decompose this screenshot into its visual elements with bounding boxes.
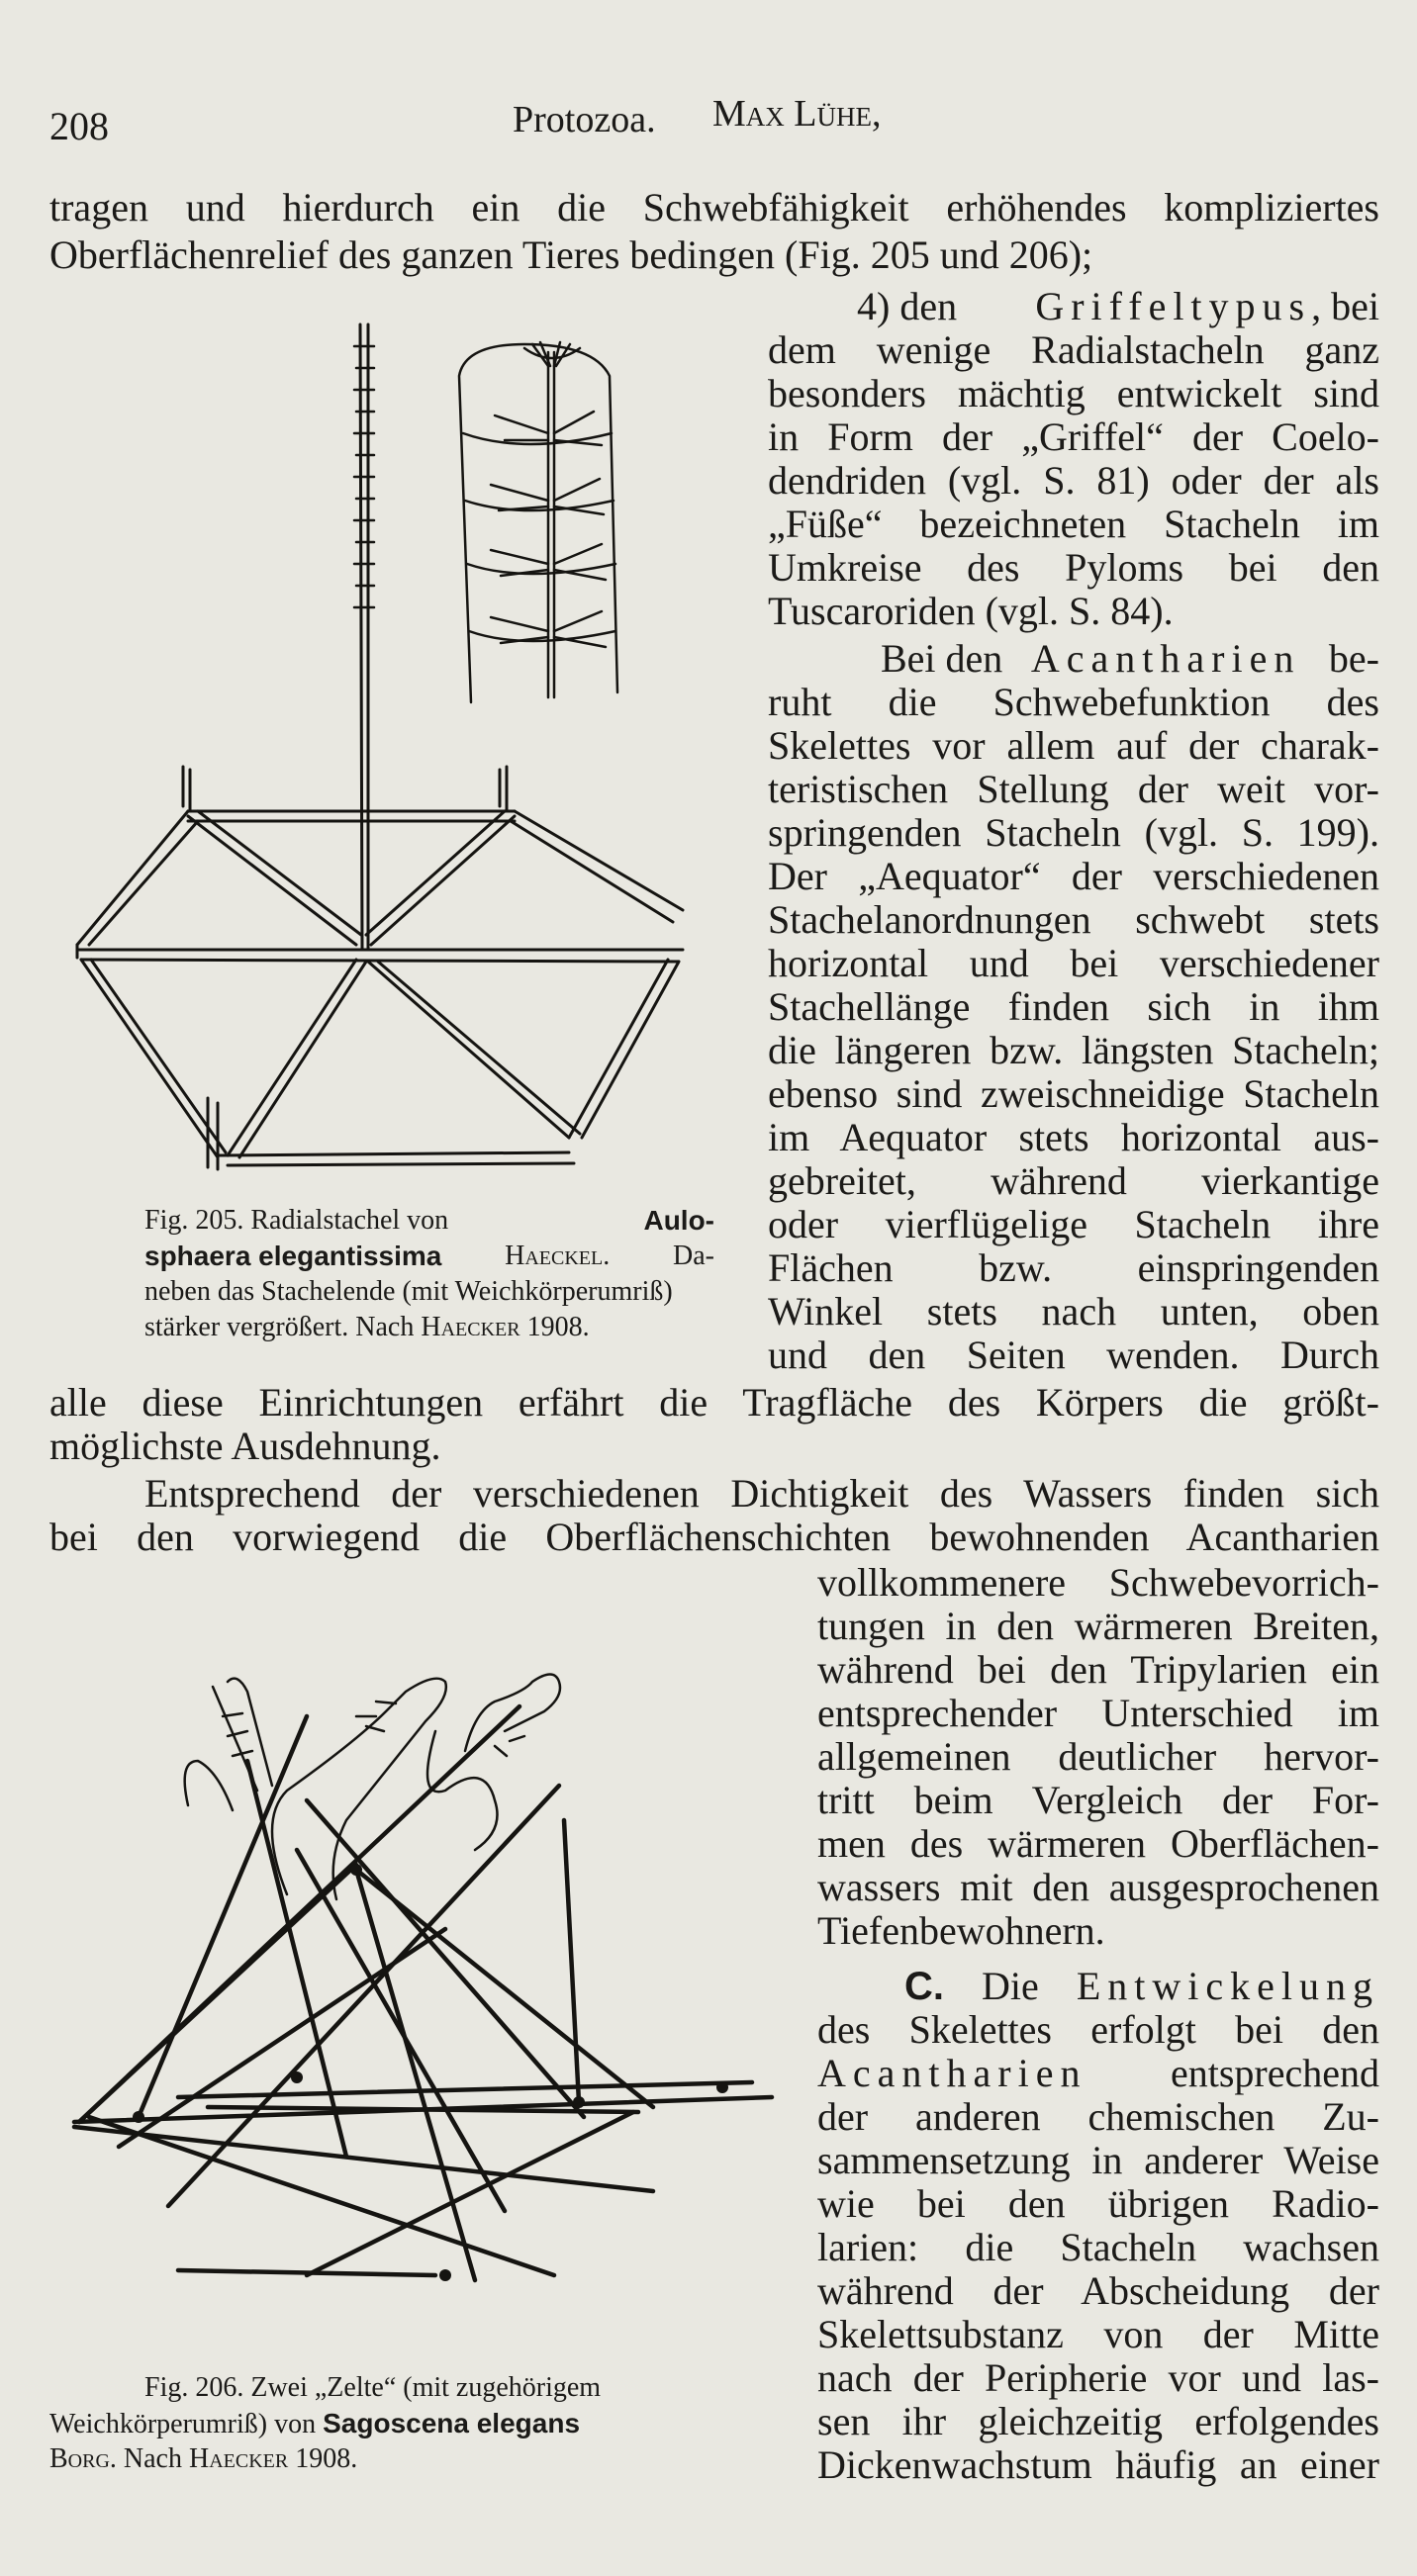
- acantharia-line-3: Skelettes vor allem auf der charak-: [768, 723, 1379, 768]
- acantharia-line-8: horizontal und bei verschiedener: [768, 941, 1379, 985]
- fig205-caption-line-1: [144, 1207, 714, 1235]
- density-line-6: entsprechender Unterschied im: [817, 1691, 1379, 1735]
- item4-suffix: , bei: [1311, 284, 1379, 328]
- fig206-caption-year: 1908.: [295, 2443, 358, 2474]
- section-c-acantharien: Acantharien: [817, 2051, 1087, 2095]
- intro-line-1: tragen und hierdurch ein die Schwebfähigkeit erhöhendes kompliziertes: [49, 185, 1379, 230]
- acantharia-line-6: Der „Aequator“ der verschiedenen: [768, 854, 1379, 898]
- fig205-caption-genus-a: Aulo-: [643, 1205, 714, 1236]
- fig205-caption-species: sphaera elegantissima: [144, 1241, 442, 1271]
- intro-line-2: Oberflächenrelief des ganzen Tieres bedingen (Fig. 205 und 206);: [49, 232, 1093, 277]
- section-c-entsprechend: entsprechend: [1170, 2051, 1379, 2095]
- acantharia-line-10: die längeren bzw. längsten Stacheln;: [768, 1028, 1379, 1072]
- fig206-caption-after: Nach: [123, 2443, 182, 2474]
- density-line-4: tungen in den wärmeren Breiten,: [817, 1604, 1379, 1648]
- item4-line-1: [857, 284, 1379, 328]
- density-line-8: tritt beim Vergleich der For-: [817, 1778, 1379, 1822]
- fig205-caption-after: stärker vergrößert. Nach: [144, 1312, 415, 1342]
- item4-line-2: dem wenige Radialstacheln ganz: [768, 327, 1379, 372]
- fig206-caption-line-1: Fig. 206. Zwei „Zelte“ (mit zugehörigem: [144, 2372, 602, 2403]
- section-c-label: C.: [904, 1965, 944, 2008]
- fig205-caption-haecker: Haecker: [421, 1312, 520, 1342]
- fig206-caption-line-2: [49, 2410, 580, 2438]
- acantharia-line-1: [881, 636, 1379, 681]
- figure-205-illustration: [59, 317, 693, 1177]
- section-c-line-9: Skelettsubstanz von der Mitte: [817, 2312, 1379, 2356]
- density-line-3: vollkommenere Schwebevorrich-: [817, 1560, 1379, 1605]
- section-c-line-3: [817, 2051, 1379, 2095]
- item4-line-4: in Form der „Griffel“ der Coelo-: [768, 414, 1379, 459]
- acantharia-line-5: springenden Stacheln (vgl. S. 199).: [768, 810, 1379, 855]
- density-line-10: wassers mit den ausgesprochenen: [817, 1865, 1379, 1909]
- density-line-2: bei den vorwiegend die Oberflächenschichten bewohnenden Acantharien: [49, 1515, 1379, 1559]
- fig206-caption-borg: Borg.: [49, 2443, 117, 2474]
- section-c-line-11: sen ihr gleichzeitig erfolgendes: [817, 2399, 1379, 2443]
- section-c-line-1: [904, 1964, 1379, 2008]
- page-number: 208: [49, 104, 109, 148]
- fig205-caption-da: Da-: [673, 1241, 714, 1271]
- section-c-line-8: während der Abscheidung der: [817, 2268, 1379, 2313]
- density-line-9: men des wärmeren Oberflächen-: [817, 1821, 1379, 1866]
- section-c-line-10: nach der Peripherie vor und las-: [817, 2355, 1379, 2400]
- fig205-caption-year: 1908.: [526, 1312, 590, 1342]
- density-line-7: allgemeinen deutlicher hervor-: [817, 1734, 1379, 1779]
- acantharia-line-16: Winkel stets nach unten, oben: [768, 1289, 1379, 1334]
- running-title: Protozoa.: [513, 99, 656, 140]
- section-c-term: Entwickelung: [1076, 1964, 1379, 2008]
- fig205-radial-spine: [360, 324, 368, 950]
- item4-line-5: dendriden (vgl. S. 81) oder der als: [768, 458, 1379, 503]
- density-line-5: während bei den Tripylarien ein: [817, 1647, 1379, 1692]
- fig206-caption-species: Sagoscena elegans: [323, 2408, 581, 2438]
- acantharia-term: Acantharien: [1030, 636, 1301, 681]
- fig206-caption-haecker: Haecker: [188, 2443, 289, 2474]
- section-c-line-4: der anderen chemischen Zu-: [817, 2094, 1379, 2139]
- fig206-softbody-outline: [185, 1675, 560, 1900]
- figure-206-illustration: [59, 1622, 792, 2315]
- fig205-spine-end: [459, 342, 617, 702]
- acantharia-line-13: gebreitet, während vierkantige: [768, 1158, 1379, 1203]
- item4-line-3: besonders mächtig entwickelt sind: [768, 371, 1379, 415]
- density-line-1: Entsprechend der verschiedenen Dichtigkeit des Wassers finden sich: [144, 1471, 1379, 1516]
- section-c-line-7: larien: die Stacheln wachsen: [817, 2225, 1379, 2269]
- section-c-line-5: sammensetzung in anderer Weise: [817, 2138, 1379, 2182]
- acantharia-prefix: Bei den: [881, 636, 1003, 681]
- acantharia-line-17: und den Seiten wenden. Durch: [768, 1333, 1379, 1377]
- fig205-caption-prefix: Fig. 205. Radialstachel von: [144, 1205, 449, 1236]
- fig206-tent-struts: [74, 1706, 772, 2280]
- section-c-line-6: wie bei den übrigen Radio-: [817, 2181, 1379, 2226]
- acantharia-line-2: ruht die Schwebefunktion des: [768, 680, 1379, 724]
- fig205-caption-line-2: [144, 1242, 714, 1270]
- acantharia-line-19: möglichste Ausdehnung.: [49, 1424, 441, 1468]
- section-c-line-12: Dickenwachstum häufig an einer: [817, 2442, 1379, 2487]
- section-c-line-2: des Skelettes erfolgt bei den: [817, 2007, 1379, 2052]
- fig205-caption-haeckel: Haeckel.: [505, 1241, 611, 1271]
- acantharia-line-11: ebenso sind zweischneidige Stacheln: [768, 1071, 1379, 1116]
- item4-line-8: Tuscaroriden (vgl. S. 84).: [768, 589, 1174, 633]
- running-author: Max Lühe,: [712, 93, 882, 135]
- section-c-die: Die: [982, 1964, 1039, 2008]
- fig205-spine-spicules: [354, 346, 374, 607]
- acantharia-line-14: oder vierflügelige Stacheln ihre: [768, 1202, 1379, 1246]
- fig205-caption-line-3: neben das Stachelende (mit Weichkörperumriß): [144, 1276, 673, 1307]
- acantharia-line-9: Stachellänge finden sich in ihm: [768, 984, 1379, 1029]
- fig205-caption-line-4: [144, 1314, 590, 1341]
- acantharia-suffix: be-: [1328, 636, 1379, 681]
- acantharia-line-4: teristischen Stellung der weit vor-: [768, 767, 1379, 811]
- item4-line-6: „Füße“ bezeichneten Stacheln im: [768, 502, 1379, 546]
- item4-prefix: 4) den: [857, 284, 958, 328]
- density-line-11: Tiefenbewohnern.: [817, 1908, 1105, 1953]
- acantharia-line-12: im Aequator stets horizontal aus-: [768, 1115, 1379, 1159]
- acantharia-line-18: alle diese Einrichtungen erfährt die Tragfläche des Körpers die größt-: [49, 1380, 1379, 1425]
- item4-line-7: Umkreise des Pyloms bei den: [768, 545, 1379, 590]
- fig205-lattice: [77, 767, 683, 1169]
- acantharia-line-15: Flächen bzw. einspringenden: [768, 1245, 1379, 1290]
- acantharia-line-7: Stachelanordnungen schwebt stets: [768, 897, 1379, 942]
- fig206-caption-from: Weichkörperumriß) von: [49, 2409, 317, 2439]
- fig206-caption-line-3: [49, 2445, 357, 2473]
- item4-term-griffeltypus: Griffeltypus: [1035, 284, 1312, 328]
